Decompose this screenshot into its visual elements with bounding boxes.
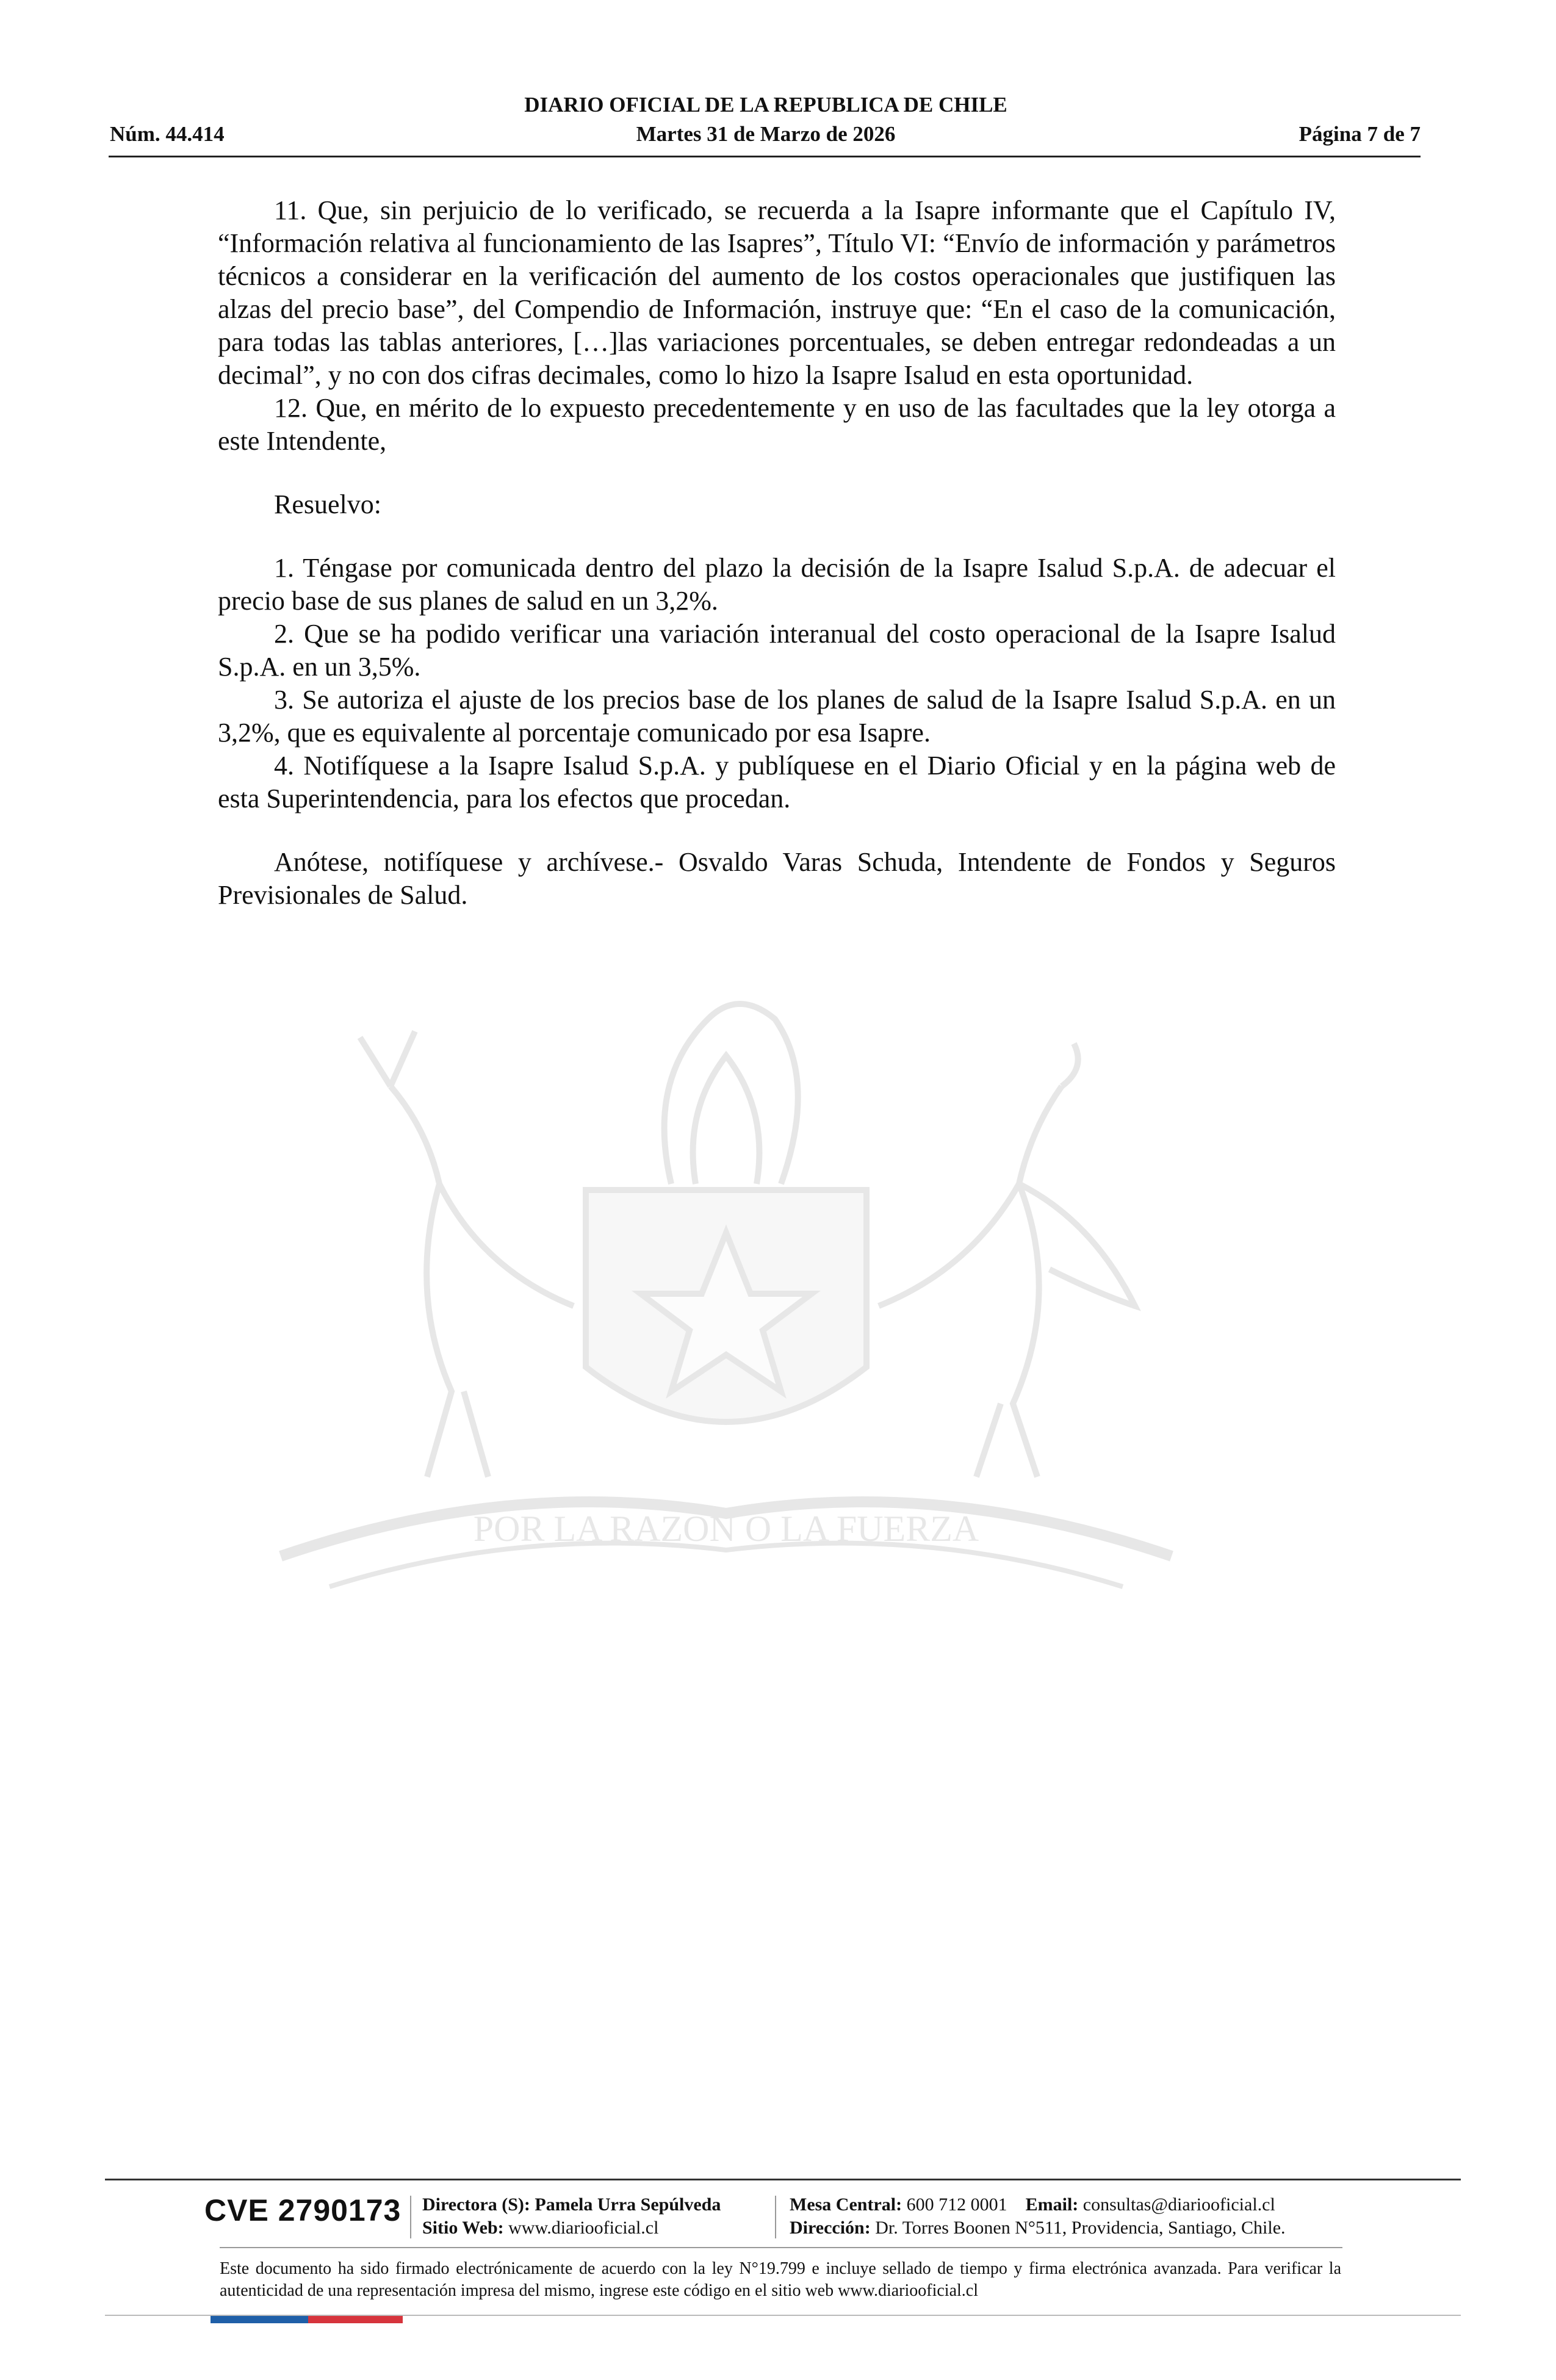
direccion-value: Dr. Torres Boonen N°511, Providencia, Santiago, Chile. — [875, 2218, 1286, 2238]
gazette-title: DIARIO OFICIAL DE LA REPUBLICA DE CHILE — [524, 93, 1007, 117]
footer-contact-left — [422, 2193, 721, 2240]
footer-column-separator — [410, 2196, 411, 2238]
paragraph-11: 11. Que, sin perjuicio de lo verificado, se recuerda a la Isapre informante que el Capítulo IV, “Información relativa al funcionamiento de las Isapres”, Título VI: “Envío de información y parámetros técnicos a considerar en la verificación del aumento de los costos operacionales que justifiquen las alzas del precio base”, del Compendio de Información, instruye que: “En el caso de la comunicación, para todas las tablas anteriores, […]las variaciones porcentuales, se deben entregar redondeadas a un decimal”, y no con dos cifras decimales, como lo hizo la Isapre Isalud en esta oportunidad. — [218, 195, 1336, 390]
mesa-central-label: Mesa Central: — [790, 2194, 902, 2215]
email-label: Email: — [1025, 2194, 1079, 2215]
page-indicator: Página 7 de 7 — [1298, 122, 1421, 146]
coat-of-arms-watermark — [207, 928, 1245, 1660]
resolution-item-4: 4. Notifíquese a la Isapre Isalud S.p.A. y publíquese en el Diario Oficial y en la página web de esta Superintendencia, para los efectos que procedan. — [218, 751, 1336, 813]
email-link[interactable]: consultas@diariooficial.cl — [1082, 2194, 1275, 2215]
footer-contact-right — [790, 2193, 1286, 2240]
footer-divider-top — [105, 2179, 1461, 2180]
issue-number: Núm. 44.414 — [110, 122, 225, 146]
directora-name: Pamela Urra Sepúlveda — [535, 2194, 721, 2215]
paragraph-12: 12. Que, en mérito de lo expuesto precedentemente y en uso de las facultades que la ley otorga a este Intendente, — [218, 393, 1336, 456]
resolution-item-3: 3. Se autoriza el ajuste de los precios base de los planes de salud de la Isapre Isalud S.p.A. en un 3,2%, que es equivalente al porcentaje comunicado por esa Isapre. — [218, 685, 1336, 748]
issue-date: Martes 31 de Marzo de 2026 — [636, 122, 896, 146]
mesa-central-phone: 600 712 0001 — [906, 2194, 1007, 2215]
resolution-item-1: 1. Téngase por comunicada dentro del plazo la decisión de la Isapre Isalud S.p.A. de adecuar el precio base de sus planes de salud en un 3,2%. — [218, 553, 1336, 616]
header-divider — [109, 156, 1421, 157]
coat-of-arms-motto: POR LA RAZON O LA FUERZA — [473, 1509, 979, 1549]
resolution-item-2: 2. Que se ha podido verificar una variación interanual del costo operacional de la Isapre Isalud S.p.A. en un 3,5%. — [218, 619, 1336, 682]
footer-column-separator — [775, 2196, 776, 2238]
resolution-body — [218, 194, 1336, 912]
closing-signature: Anótese, notifíquese y archívese.- Osvaldo Varas Schuda, Intendente de Fondos y Seguros Previsionales de Salud. — [218, 847, 1336, 910]
flag-bar-blue — [211, 2316, 308, 2323]
directora-label: Directora (S): — [422, 2194, 530, 2215]
sitio-web-link[interactable]: www.diariooficial.cl — [508, 2218, 659, 2238]
flag-bar-red — [308, 2316, 403, 2323]
electronic-signature-disclaimer: Este documento ha sido firmado electrónicamente de acuerdo con la ley N°19.799 e incluye sellado de tiempo y firma electrónica avanzada. Para verificar la autenticidad de una representación impresa del mismo, ingrese este código en el sitio web www.diariooficial.cl — [220, 2259, 1341, 2300]
sitio-web-label: Sitio Web: — [422, 2218, 504, 2238]
footer-divider-middle — [220, 2247, 1342, 2248]
direccion-label: Dirección: — [790, 2218, 871, 2238]
cve-code: CVE 2790173 — [204, 2193, 402, 2227]
resuelvo-heading: Resuelvo: — [274, 489, 381, 519]
